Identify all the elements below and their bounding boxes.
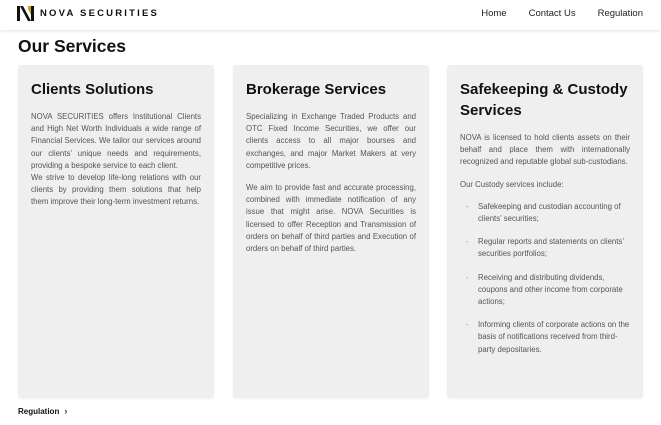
nav-contact-us[interactable]: Contact Us (528, 7, 576, 19)
list-item: - Regular reports and statements on clients’ securities portfolios; (466, 236, 630, 260)
card-clients-solutions (18, 65, 214, 398)
card-title: Brokerage Services (246, 81, 387, 98)
regulation-link-label: Regulation (18, 406, 60, 416)
list-item: - Informing clients of corporate actions on the basis of notifications received from third-party depositaries. (466, 319, 630, 356)
card-title: Clients Solutions (31, 81, 154, 98)
card-brokerage-services (233, 65, 429, 398)
card-paragraph: We aim to provide fast and accurate processing, combined with immediate notification of any issue that might arise. NOVA Securities is licensed to offer Reception and Transmission of orders on behalf of third parties and Execution of orders on behalf of third parties. (246, 183, 416, 254)
card-safekeeping-custody (447, 65, 643, 398)
custody-services-list (460, 201, 630, 356)
regulation-link[interactable] (18, 406, 67, 416)
top-header (0, 0, 661, 30)
card-title: Safekeeping & Custody Services (460, 81, 628, 119)
main-nav (459, 0, 643, 26)
brand-logo[interactable] (16, 5, 159, 22)
card-paragraph: Our Custody services include: (460, 179, 564, 189)
nav-home[interactable]: Home (481, 7, 507, 19)
nova-logo-icon (16, 5, 36, 22)
list-item: - Safekeeping and custodian accounting of clients’ securities; (466, 201, 630, 225)
page-title: Our Services (18, 36, 126, 56)
card-paragraph: NOVA is licensed to hold clients assets on their behalf and place them with internationally recognized and reputable global sub-custodians. (460, 133, 630, 167)
logo-text: NOVA SECURITIES (40, 8, 160, 19)
card-paragraph: We strive to develop life-long relations with our clients by providing them solutions that help them improve their long-term investment returns. (31, 173, 201, 207)
list-item: - Receiving and distributing dividends, coupons and other income from corporate actions; (466, 272, 630, 309)
card-paragraph: NOVA SECURITIES offers Institutional Clients and High Net Worth Individuals a wide range of Financial Services. We tailor our services around our clients’ unique needs and requirements, providing a bespoke service to each client. (31, 112, 201, 170)
chevron-right-icon: › (64, 406, 68, 416)
nav-regulation[interactable]: Regulation (597, 7, 643, 19)
card-paragraph: Specializing in Exchange Traded Products and OTC Fixed Income Securities, we offer our clients access to all major bourses and exchanges, and major Market Makers at very competitive prices. (246, 112, 416, 170)
